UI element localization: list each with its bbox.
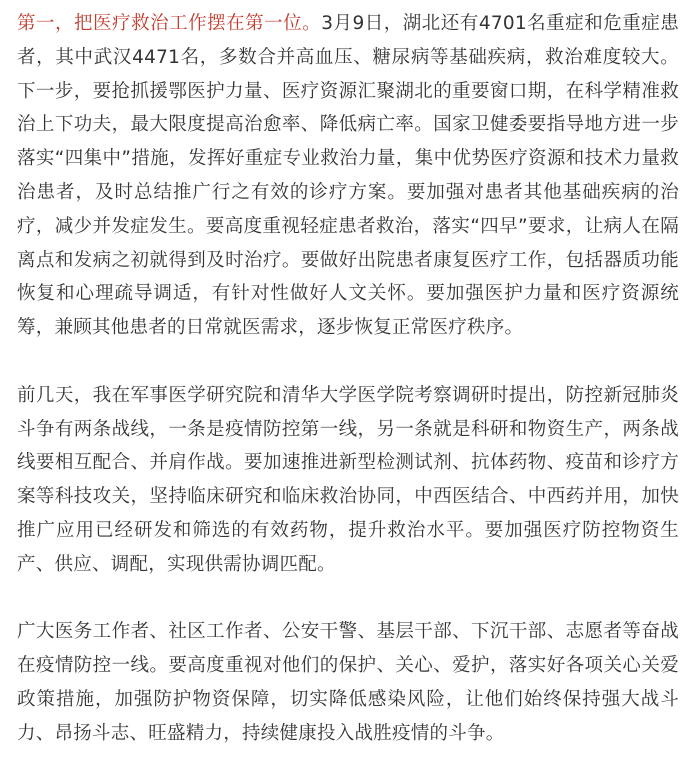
paragraph-lead-heading: 第一，把医疗救治工作摆在第一位。: [17, 13, 322, 34]
paragraph-frontline-workers: [17, 615, 679, 750]
paragraph-research-and-supplies: [17, 379, 679, 582]
paragraph-text: 广大医务工作者、社区工作者、公安干警、基层干部、下沉干部、志愿者等奋战在疫情防控一线。要高度重视对他们的保护、关心、爱护，落实好各项关心关爱政策措施，加强防护物资保障，切实降低感染风险，让他们始终保持强大战斗力、昂扬斗志、旺盛精力，持续健康投入战胜疫情的斗争。: [17, 621, 679, 744]
paragraph-medical-treatment: [17, 7, 679, 345]
paragraph-text: 3月9日，湖北还有4701名重症和危重症患者，其中武汉4471名，多数合并高血压、糖尿病等基础疾病，救治难度较大。下一步，要抢抓援鄂医护力量、医疗资源汇聚湖北的重要窗口期，在科学精准救治上下功夫，最大限度提高治愈率、降低病亡率。国家卫健委要指导地方进一步落实“四集中”措施，发挥好重症专业救治力量，集中优势医疗资源和技术力量救治患者，及时总结推广行之有效的诊疗方案。要加强对患者其他基础疾病的治疗，减少并发症发生。要高度重视轻症患者救治，落实“四早”要求，让病人在隔离点和发病之初就得到及时治疗。要做好出院患者康复医疗工作，包括器质功能恢复和心理疏导调适，有针对性做好人文关怀。要加强医护力量和医疗资源统筹，兼顾其他患者的日常就医需求，逐步恢复正常医疗秩序。: [17, 13, 679, 339]
paragraph-text: 前几天，我在军事医学研究院和清华大学医学院考察调研时提出，防控新冠肺炎斗争有两条战线，一条是疫情防控第一线，另一条就是科研和物资生产，两条战线要相互配合、并肩作战。要加速推进新型检测试剂、抗体药物、疫苗和诊疗方案等科技攻关，坚持临床研究和临床救治协同，中西医结合、中西药并用，加快推广应用已经研发和筛选的有效药物，提升救治水平。要加强医疗防控物资生产、供应、调配，实现供需协调匹配。: [17, 384, 679, 575]
article-body: [17, 7, 679, 751]
